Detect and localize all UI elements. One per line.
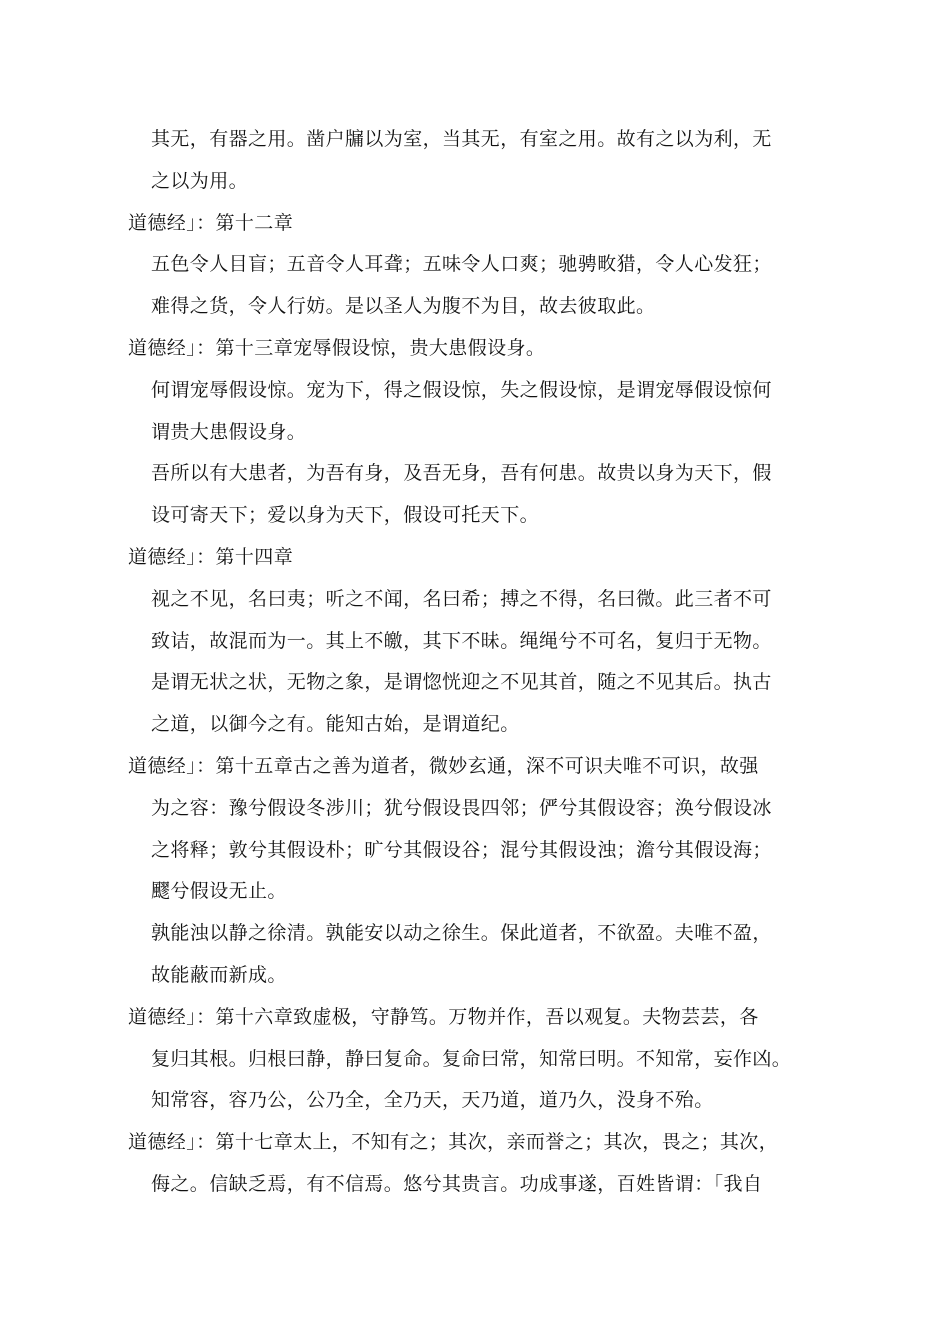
text-line: 谓贵大患假设身。 [151, 421, 307, 443]
text-line: 之以为用。 [151, 170, 249, 192]
text-line: 复归其根。归根曰静，静曰复命。复命曰常，知常曰明。不知常，妄作凶。 [151, 1048, 792, 1070]
text-line: 何谓宠辱假设惊。宠为下，得之假设惊，失之假设惊，是谓宠辱假设惊何 [151, 379, 772, 401]
text-line: 致诘，故混而为一。其上不皦，其下不昧。绳绳兮不可名，复归于无物。 [151, 630, 772, 652]
text-line: 五色令人目盲；五音令人耳聋；五味令人口爽；驰骋畋猎，令人心发狂； [151, 253, 772, 275]
text-line: 故能蔽而新成。 [151, 964, 287, 986]
text-line: 为之容：豫兮假设冬涉川；犹兮假设畏四邻；俨兮其假设容；涣兮假设冰 [151, 797, 772, 819]
text-line: 是谓无状之状，无物之象，是谓惚恍迎之不见其首，随之不见其后。执古 [151, 671, 772, 693]
chapter-heading: 道德经」：第十二章 [128, 212, 294, 234]
chapter-heading: 道德经」：第十三章宠辱假设惊，贵大患假设身。 [128, 337, 546, 359]
chapter-heading: 道德经」：第十六章致虚极，守静笃。万物并作，吾以观复。夫物芸芸，各 [128, 1006, 759, 1028]
chapter-heading: 道德经」：第十四章 [128, 546, 294, 568]
text-line: 之道，以御今之有。能知古始，是谓道纪。 [151, 713, 520, 735]
text-line: 其无，有器之用。凿户牖以为室，当其无，有室之用。故有之以为利，无 [151, 128, 772, 150]
text-line: 视之不见，名曰夷；听之不闻，名曰希；搏之不得，名曰微。此三者不可 [151, 588, 772, 610]
text-line: 设可寄天下；爱以身为天下，假设可托天下。 [151, 504, 540, 526]
text-line: 难得之货，令人行妨。是以圣人为腹不为目，故去彼取此。 [151, 295, 656, 317]
chapter-heading: 道德经」：第十七章太上，不知有之；其次，亲而誉之；其次，畏之；其次， [128, 1131, 779, 1153]
text-line: 孰能浊以静之徐清。孰能安以动之徐生。保此道者，不欲盈。夫唯不盈， [151, 922, 772, 944]
text-line: 侮之。信缺乏焉，有不信焉。悠兮其贵言。功成事遂，百姓皆谓：「我自 [151, 1173, 763, 1195]
text-line: 知常容，容乃公，公乃全，全乃天，天乃道，道乃久，没身不殆。 [151, 1089, 714, 1111]
text-line: 飂兮假设无止。 [151, 880, 287, 902]
text-line: 吾所以有大患者，为吾有身，及吾无身，吾有何患。故贵以身为天下，假 [151, 462, 772, 484]
chapter-heading: 道德经」：第十五章古之善为道者，微妙玄通，深不可识夫唯不可识，故强 [128, 755, 759, 777]
text-line: 之将释；敦兮其假设朴；旷兮其假设谷；混兮其假设浊；澹兮其假设海； [151, 839, 772, 861]
